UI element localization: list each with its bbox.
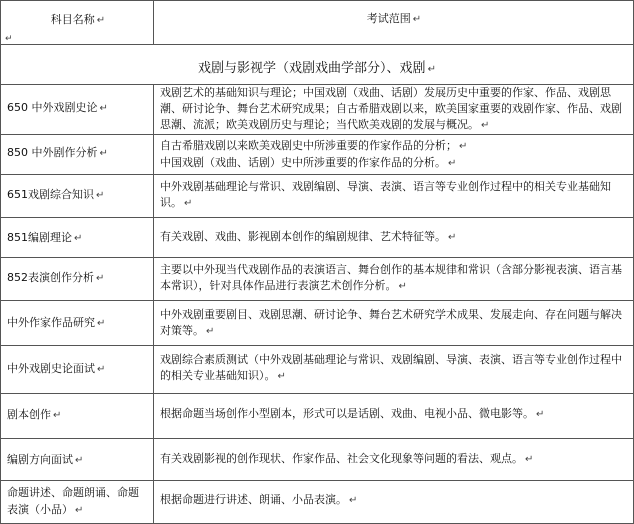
section-title: 戏剧与影视学（戏剧戏曲学部分）、戏剧 (198, 61, 426, 76)
subject-name: 命题讲述、命题朗诵、命题表演（小品） (7, 486, 139, 516)
scope-text: 中国戏剧（戏曲、话剧）史中所涉重要的作家作品的分析。 (160, 156, 446, 169)
scope-cell (154, 85, 632, 134)
subject-name: 剧本创作 (7, 408, 51, 421)
scope-text: 有关戏剧影视的创作现状、作家作品、社会文化现象等问题的看法、观点。 (160, 452, 523, 465)
table-row (1, 481, 633, 523)
paragraph-mark-icon: ↵ (277, 371, 286, 382)
paragraph-mark-icon: ↵ (96, 273, 105, 284)
subject-cell (1, 175, 153, 217)
paragraph-mark-icon: ↵ (184, 198, 193, 209)
table-row (1, 439, 633, 481)
scope-text: 中外戏剧重要剧目、戏剧思潮、研讨论争、舞台艺术研究学术成果、发展走向、存在问题与解决对策等。 (160, 308, 622, 337)
scope-text: 主要以中外现当代戏剧作品的表演语言、舞台创作的基本规律和常识（含部分影视表演、语言基本常识），针对具体作品进行表演艺术创作分析。 (160, 263, 622, 292)
paragraph-mark-icon: ↵ (459, 141, 468, 152)
scope-text: 根据命题当场创作小型剧本，形式可以是话剧、戏曲、电视小品、微电影等。 (160, 407, 534, 420)
header-scope-label: 考试范围 (366, 12, 411, 25)
table-row (1, 258, 633, 301)
scope-text: 戏剧综合素质测试（中外戏剧基础理论与常识、戏剧编剧、导演、表演、语言等专业创作过程中的相关专业基础知识）。 (160, 353, 622, 382)
scope-text: 根据命题进行讲述、朗诵、小品表演。 (160, 493, 347, 506)
paragraph-mark-icon: ↵ (99, 148, 108, 159)
paragraph-mark-icon: ↵ (74, 233, 83, 244)
scope-cell (154, 346, 632, 393)
paragraph-mark-icon: ↵ (349, 495, 358, 506)
scope-cell (154, 218, 632, 257)
table-row (1, 175, 633, 218)
paragraph-mark-icon: ↵ (96, 190, 105, 201)
table-row (1, 218, 633, 258)
subject-cell (1, 301, 153, 345)
subject-cell (1, 346, 153, 393)
cell-end-mark-icon: ↵ (5, 34, 13, 44)
paragraph-mark-icon: ↵ (75, 505, 84, 516)
subject-name: 852表演创作分析 (7, 271, 94, 284)
paragraph-mark-icon: ↵ (53, 410, 62, 421)
paragraph-mark-icon: ↵ (75, 455, 84, 466)
paragraph-mark-icon: ↵ (398, 281, 407, 292)
scope-cell (154, 135, 632, 174)
header-cell-subject (1, 1, 153, 44)
scope-text: 自古希腊戏剧以来欧美戏剧史中所涉重要的作家作品的分析； (160, 139, 457, 152)
subject-name: 中外戏剧史论面试 (7, 362, 95, 375)
subject-name: 编剧方向面试 (7, 453, 73, 466)
subject-cell (1, 439, 153, 480)
scope-cell (154, 258, 632, 300)
paragraph-mark-icon: ↵ (97, 364, 106, 375)
section-title-cell (1, 45, 633, 84)
paragraph-mark-icon: ↵ (481, 120, 490, 131)
scope-cell (154, 439, 632, 480)
paragraph-mark-icon: ↵ (525, 454, 534, 465)
subject-name: 850 中外剧作分析 (7, 146, 98, 159)
paragraph-mark-icon: ↵ (448, 232, 457, 243)
scope-cell (154, 481, 632, 523)
subject-cell (1, 135, 153, 174)
section-title-row (1, 45, 633, 85)
paragraph-mark-icon: ↵ (427, 64, 436, 75)
scope-text: 戏剧艺术的基础知识与理论；中国戏剧（戏曲、话剧）发展历史中重要的作家、作品、戏剧思潮、研讨论争、舞台艺术研究成果；自古希腊戏剧以来，欧美国家重要的戏剧作家、作品、戏剧思潮、流派；欧美戏剧历史与理论；当代欧美戏剧的发展与概况。 (160, 86, 622, 131)
scope-cell (154, 301, 632, 345)
table-row (1, 301, 633, 346)
table-row (1, 346, 633, 394)
paragraph-mark-icon: ↵ (412, 14, 422, 25)
scope-text: 有关戏剧、戏曲、影视剧本创作的编剧规律、艺术特征等。 (160, 230, 446, 243)
subject-name: 中外作家作品研究 (7, 316, 95, 329)
subject-cell (1, 394, 153, 438)
table-header-row (1, 1, 633, 45)
subject-cell (1, 481, 153, 523)
subject-name: 651戏剧综合知识 (7, 188, 94, 201)
subject-cell (1, 218, 153, 257)
header-cell-scope (154, 1, 632, 44)
paragraph-mark-icon: ↵ (448, 158, 457, 169)
scope-cell (154, 175, 632, 217)
paragraph-mark-icon: ↵ (99, 103, 108, 114)
header-subject-label: 科目名称 (50, 13, 95, 26)
subject-name: 650 中外戏剧史论 (7, 101, 98, 114)
paragraph-mark-icon: ↵ (97, 318, 106, 329)
table-row (1, 135, 633, 175)
subject-name: 851编剧理论 (7, 231, 72, 244)
paragraph-mark-icon: ↵ (536, 409, 545, 420)
paragraph-mark-icon: ↵ (206, 326, 215, 337)
scope-cell (154, 394, 632, 438)
scope-text: 中外戏剧基础理论与常识、戏剧编剧、导演、表演、语言等专业创作过程中的相关专业基础知识。 (160, 180, 611, 209)
subject-cell (1, 258, 153, 300)
paragraph-mark-icon: ↵ (96, 15, 106, 26)
table-row (1, 85, 633, 135)
table-row (1, 394, 633, 439)
subject-cell (1, 85, 153, 134)
